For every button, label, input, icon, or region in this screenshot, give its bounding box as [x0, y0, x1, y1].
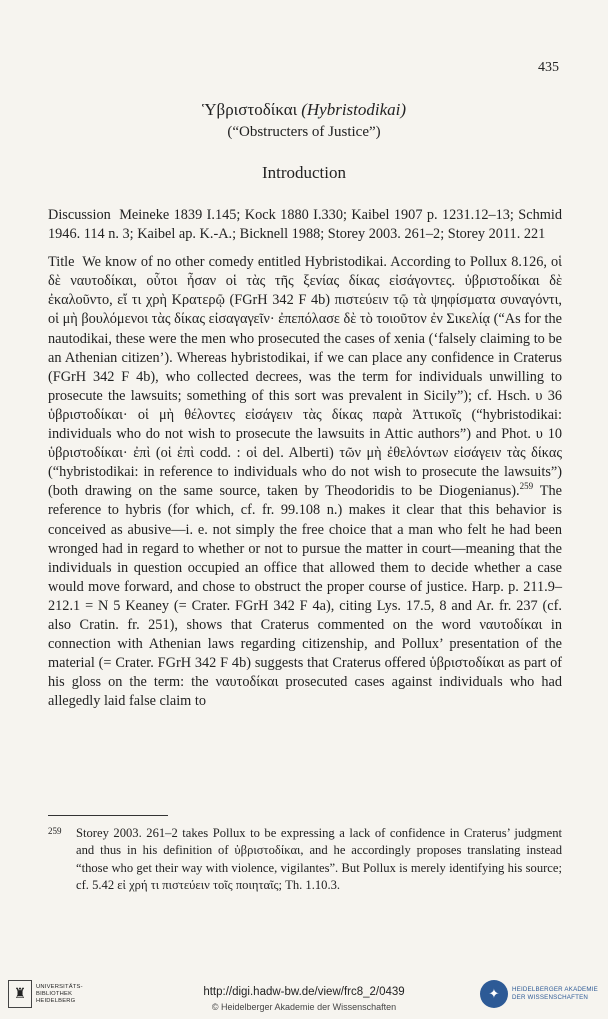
- source-url-link[interactable]: http://digi.hadw-bw.de/view/frc8_2/0439: [203, 986, 405, 998]
- discussion-paragraph: [48, 206, 562, 244]
- discussion-label: Discussion: [48, 207, 111, 223]
- title-subtitle: (“Obstructers of Justice”): [227, 124, 381, 140]
- academy-line-2: DER WISSENSCHAFTEN: [511, 994, 589, 1001]
- footer: [0, 972, 608, 1019]
- title-label: Title: [48, 254, 75, 271]
- academy-line-1: HEIDELBERGER AKADEMIE: [511, 986, 598, 993]
- title-text-a: We know of no other comedy entitled Hybristodikai. According to Pollux 8.126, οἱ δὲ ναυτοδίκαι, οὗτοι ἦσαν οἱ τὰς τῆς ξενίας δίκας εἰσάγοντες. ὑβριστοδίκαι δὲ ἐκαλοῦντο, εἴ τι χρὴ Κρατερῷ (FGrH 342 F 4b) πιστεύειν τῷ τὰ ψηφίσματα συναγόντι, οἱ μὴ βουλόμενοι τὰς δίκας εἰσαγαγεῖν· ἐπεπόλασε δὲ τὸ τοιοῦτον ἐν Σικελίᾳ (“As for the nautodikai, these were the men who prosecuted the cases of xenia (‘falsely claiming to be an Athenian citizen’). Whereas hybristodikai, if we can place any confidence in Craterus (FGrH 342 F 4b), who collected decrees, was the term for individuals unwilling to prosecute the lawsuits; something of this sort was prevalent in Sicily”); cf. Hsch. υ 36 ὑβριστοδίκαι· οἱ μὴ θέλοντες εἰσάγειν τὰς δίκας παρὰ Ἀττικοῖς (“hybristodikai: individuals who do not wish to prosecute the lawsuits in Attic authors”) and Phot. υ 10 ὑβριστοδίκαι· ἐπὶ (οἱ ἐπὶ codd. : οἱ del. Alberti) τῶν μὴ ἐθελόντων εἰσάγειν τὰς δίκας (“hybristodikai: in reference to individuals who do not wish to prosecute the lawsuits”) (both drawing on the same source, taken by Theodoridis to be Diogenianus).: [48, 254, 562, 500]
- footnote: [48, 825, 562, 895]
- footnote-reference[interactable]: 259: [519, 481, 534, 492]
- play-title: [0, 100, 608, 141]
- library-line-3: HEIDELBERG: [36, 997, 76, 1004]
- footnote-number: 259: [48, 826, 62, 836]
- academy-name: [512, 986, 598, 1002]
- academy-logo[interactable]: [480, 980, 598, 1008]
- library-line-2: BIBLIOTHEK: [36, 990, 73, 997]
- discussion-text: Meineke 1839 I.145; Kock 1880 I.330; Kaibel 1907 p. 1231.12–13; Schmid 1946. 114 n. 3; Kaibel ap. K.-A.; Bicknell 1988; Storey 2003. 261–2; Storey 2011. 221: [48, 207, 562, 243]
- main-text: [48, 206, 562, 720]
- title-paragraph: [48, 253, 562, 711]
- bleed-through-text: [60, 74, 560, 92]
- title-line: [0, 100, 608, 120]
- section-heading: Introduction: [261, 163, 347, 182]
- title-greek: Ὑβριστοδίκαι: [201, 100, 298, 119]
- library-emblem-icon: ♜: [8, 980, 32, 1008]
- title-text-b: The reference to hybris (for which, cf. fr. 99.108 n.) makes it clear that this behavior is conceived as abusive—i. e. not simply the free choice that a man who felt he had been wronged had in regard to whether or not to pursue the matter in court—meaning that the individuals in question occupied an office that allowed them to decide whether a case would move forward, and chose to obstruct the proper course of justice. Harp. p. 211.9–212.1 = N 5 Keaney (= Crater. FGrH 342 F 4a), citing Lys. 17.5, 8 and Ar. fr. 237 (cf. also Cratin. fr. 251), shows that Craterus commented on the word ναυτοδίκαι in connection with Athenian laws regarding citizenship, and Pollux’ presentation of the material (= Crater. FGrH 342 F 4b) suggests that Craterus offered ὑβριστοδίκαι as part of his gloss on the term: the ναυτοδίκαι prosecuted cases against individuals who had allegedly laid false claim to: [48, 483, 562, 710]
- title-transliteration: (Hybristodikai): [301, 100, 407, 119]
- library-line-1: UNIVERSITÄTS-: [36, 983, 83, 990]
- footnote-text: Storey 2003. 261–2 takes Pollux to be expressing a lack of confidence in Craterus’ judgment and thus in his definition of ὑβριστοδίκαι, and he accordingly proposes translating instead “those who get their way with violence, vigilantes”. But Pollux is merely identifying his source; cf. 5.42 εἰ χρή τι πιστεύειν τοῖς ποιηταῖς; Th. 1.10.3.: [76, 826, 562, 893]
- page-number: 435: [538, 60, 559, 75]
- copyright: © Heidelberger Akademie der Wissenschaften: [211, 1002, 397, 1012]
- academy-emblem-icon: ✦: [480, 980, 508, 1008]
- footnote-divider: [48, 815, 168, 816]
